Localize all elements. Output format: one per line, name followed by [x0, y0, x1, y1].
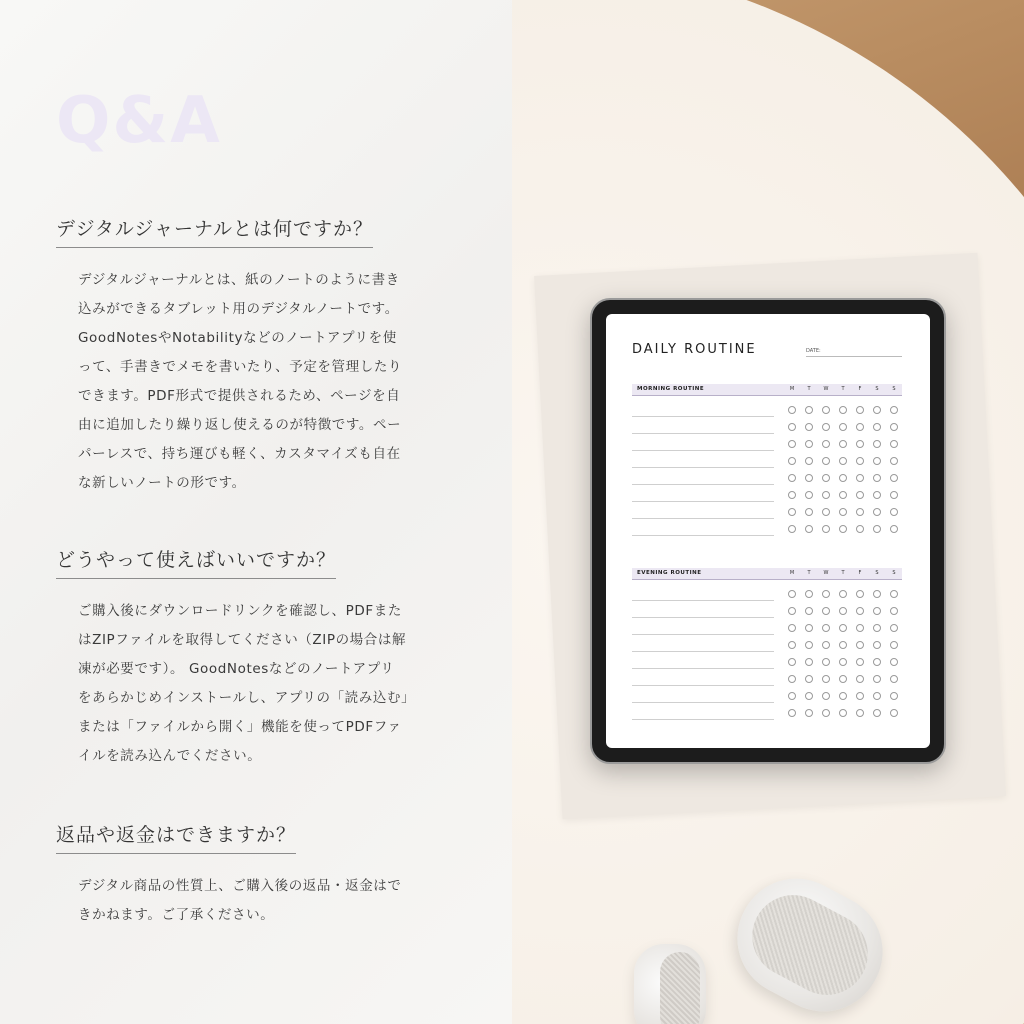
day-label: M — [789, 386, 795, 392]
habit-check-circle[interactable] — [873, 457, 881, 465]
habit-check-circle[interactable] — [788, 491, 796, 499]
routine-row-line[interactable] — [632, 634, 774, 635]
habit-check-circle[interactable] — [873, 590, 881, 598]
habit-check-circle[interactable] — [822, 658, 830, 666]
habit-check-circle[interactable] — [805, 457, 813, 465]
day-label: S — [875, 386, 879, 392]
answer-3-line: きかねます。ご了承ください。 — [78, 907, 275, 923]
day-label: W — [823, 570, 829, 576]
routine-row-line[interactable] — [632, 484, 774, 485]
habit-check-circle[interactable] — [788, 474, 796, 482]
habit-check-circle[interactable] — [788, 641, 796, 649]
habit-check-circle[interactable] — [822, 607, 830, 615]
habit-check-circle[interactable] — [822, 474, 830, 482]
habit-check-circle[interactable] — [788, 624, 796, 632]
habit-check-circle[interactable] — [822, 709, 830, 717]
answer-1-line: できます。PDF形式で提供されるため、ページを自 — [78, 388, 401, 404]
answer-2 — [78, 597, 458, 771]
habit-check-circle[interactable] — [890, 457, 898, 465]
habit-check-circle[interactable] — [873, 658, 881, 666]
product-photo — [512, 0, 1024, 1024]
habit-check-circle[interactable] — [856, 491, 864, 499]
habit-check-circle[interactable] — [856, 624, 864, 632]
day-label: F — [858, 570, 862, 576]
answer-1-line: パーレスで、持ち運びも軽く、カスタマイズも自在 — [78, 446, 401, 462]
habit-check-circle[interactable] — [873, 607, 881, 615]
habit-check-circle[interactable] — [805, 658, 813, 666]
habit-check-circle[interactable] — [890, 525, 898, 533]
answer-2-line: はZIPファイルを取得してください（ZIPの場合は解 — [78, 632, 407, 648]
habit-check-circle[interactable] — [839, 491, 847, 499]
habit-check-circle[interactable] — [856, 658, 864, 666]
habit-check-circle[interactable] — [873, 709, 881, 717]
habit-check-circle[interactable] — [822, 491, 830, 499]
habit-check-circle[interactable] — [856, 692, 864, 700]
routine-row-line[interactable] — [632, 501, 774, 502]
habit-check-circle[interactable] — [890, 491, 898, 499]
routine-row-line[interactable] — [632, 433, 774, 434]
habit-check-circle[interactable] — [822, 423, 830, 431]
habit-check-circle[interactable] — [805, 641, 813, 649]
routine-row-line[interactable] — [632, 702, 774, 703]
habit-check-circle[interactable] — [856, 474, 864, 482]
habit-check-circle[interactable] — [822, 590, 830, 598]
day-label: W — [823, 386, 829, 392]
day-label: M — [789, 570, 795, 576]
habit-check-circle[interactable] — [839, 692, 847, 700]
habit-check-circle[interactable] — [839, 525, 847, 533]
habit-check-circle[interactable] — [856, 508, 864, 516]
habit-check-circle[interactable] — [805, 525, 813, 533]
habit-check-circle[interactable] — [788, 658, 796, 666]
answer-1-line: デジタルジャーナルとは、紙のノートのように書き — [78, 272, 400, 288]
habit-check-circle[interactable] — [839, 440, 847, 448]
habit-check-circle[interactable] — [890, 709, 898, 717]
habit-check-circle[interactable] — [805, 624, 813, 632]
habit-check-circle[interactable] — [856, 641, 864, 649]
routine-row-line[interactable] — [632, 617, 774, 618]
habit-check-circle[interactable] — [788, 440, 796, 448]
habit-check-circle[interactable] — [822, 406, 830, 414]
habit-check-circle[interactable] — [839, 607, 847, 615]
answer-3-line: デジタル商品の性質上、ご購入後の返品・返金はで — [78, 878, 402, 894]
habit-check-circle[interactable] — [788, 607, 796, 615]
day-label: S — [892, 386, 896, 392]
habit-check-circle[interactable] — [873, 624, 881, 632]
day-label: T — [841, 570, 845, 576]
routine-row-line[interactable] — [632, 450, 774, 451]
habit-check-circle[interactable] — [839, 709, 847, 717]
habit-check-circle[interactable] — [839, 675, 847, 683]
habit-check-circle[interactable] — [839, 423, 847, 431]
planner-date-field: DATE: — [806, 348, 902, 357]
tablet — [590, 298, 946, 764]
habit-check-circle[interactable] — [822, 641, 830, 649]
habit-check-circle[interactable] — [856, 675, 864, 683]
habit-check-circle[interactable] — [873, 474, 881, 482]
habit-check-circle[interactable] — [822, 457, 830, 465]
habit-check-circle[interactable] — [788, 406, 796, 414]
habit-check-circle[interactable] — [788, 590, 796, 598]
answer-2-line: 凍が必要です）。 GoodNotesなどのノートアプリ — [78, 661, 395, 677]
habit-check-circle[interactable] — [873, 440, 881, 448]
routine-row-line[interactable] — [632, 416, 774, 417]
habit-check-circle[interactable] — [873, 675, 881, 683]
habit-check-circle[interactable] — [788, 508, 796, 516]
habit-check-circle[interactable] — [839, 457, 847, 465]
answer-1-line: 込みができるタブレット用のデジタルノートです。 — [78, 301, 399, 317]
habit-check-circle[interactable] — [856, 709, 864, 717]
question-3: 返品や返金はできますか？ — [56, 820, 296, 854]
answer-1-line: な新しいノートの形です。 — [78, 475, 246, 491]
answer-2-line: ご購入後にダウンロードリンクを確認し、PDFまた — [78, 603, 402, 619]
habit-check-circle[interactable] — [788, 709, 796, 717]
morning-routine-header — [632, 384, 902, 396]
habit-check-circle[interactable] — [856, 590, 864, 598]
habit-check-circle[interactable] — [890, 658, 898, 666]
day-label: T — [807, 386, 811, 392]
routine-row-line[interactable] — [632, 719, 774, 720]
day-label: T — [807, 570, 811, 576]
habit-check-circle[interactable] — [805, 692, 813, 700]
habit-check-circle[interactable] — [890, 474, 898, 482]
routine-row-line[interactable] — [632, 668, 774, 669]
question-2: どうやって使えばいいですか？ — [56, 545, 336, 579]
habit-check-circle[interactable] — [822, 624, 830, 632]
answer-1 — [78, 266, 458, 498]
routine-row-line[interactable] — [632, 467, 774, 468]
habit-check-circle[interactable] — [839, 474, 847, 482]
day-label: F — [858, 386, 862, 392]
habit-check-circle[interactable] — [788, 692, 796, 700]
habit-check-circle[interactable] — [822, 525, 830, 533]
habit-check-circle[interactable] — [822, 508, 830, 516]
habit-check-circle[interactable] — [788, 457, 796, 465]
habit-check-circle[interactable] — [805, 440, 813, 448]
habit-check-circle[interactable] — [873, 692, 881, 700]
habit-check-circle[interactable] — [890, 440, 898, 448]
planner-title: DAILY ROUTINE — [632, 342, 757, 357]
answer-2-line: イルを読み込んでください。 — [78, 748, 262, 764]
habit-check-circle[interactable] — [788, 525, 796, 533]
habit-check-circle[interactable] — [856, 440, 864, 448]
habit-check-circle[interactable] — [890, 423, 898, 431]
day-label: T — [841, 386, 845, 392]
habit-check-circle[interactable] — [890, 607, 898, 615]
habit-check-circle[interactable] — [805, 508, 813, 516]
habit-check-circle[interactable] — [873, 406, 881, 414]
habit-check-circle[interactable] — [890, 406, 898, 414]
habit-check-circle[interactable] — [788, 675, 796, 683]
habit-check-circle[interactable] — [890, 692, 898, 700]
answer-2-line: をあらかじめインストールし、アプリの「読み込む」 — [78, 690, 416, 706]
habit-check-circle[interactable] — [890, 590, 898, 598]
section-label: EVENING ROUTINE — [637, 570, 702, 576]
day-label: S — [875, 570, 879, 576]
habit-check-circle[interactable] — [890, 624, 898, 632]
habit-check-circle[interactable] — [873, 641, 881, 649]
habit-check-circle[interactable] — [822, 675, 830, 683]
habit-check-circle[interactable] — [805, 607, 813, 615]
habit-check-circle[interactable] — [788, 423, 796, 431]
question-1: デジタルジャーナルとは何ですか？ — [56, 214, 373, 248]
planner-screen — [606, 314, 930, 748]
habit-check-circle[interactable] — [890, 508, 898, 516]
answer-1-line: GoodNotesやNotabilityなどのノートアプリを使 — [78, 330, 397, 346]
section-label: MORNING ROUTINE — [637, 386, 705, 392]
habit-check-circle[interactable] — [822, 692, 830, 700]
habit-check-circle[interactable] — [839, 508, 847, 516]
routine-row-line[interactable] — [632, 600, 774, 601]
routine-row-line[interactable] — [632, 535, 774, 536]
habit-check-circle[interactable] — [805, 709, 813, 717]
habit-check-circle[interactable] — [805, 474, 813, 482]
habit-check-circle[interactable] — [839, 406, 847, 414]
answer-3 — [78, 872, 458, 930]
evening-routine-header — [632, 568, 902, 580]
answer-2-line: または「ファイルから開く」機能を使ってPDFファ — [78, 719, 402, 735]
habit-check-circle[interactable] — [822, 440, 830, 448]
day-label: S — [892, 570, 896, 576]
habit-check-circle[interactable] — [856, 423, 864, 431]
habit-check-circle[interactable] — [890, 641, 898, 649]
habit-check-circle[interactable] — [805, 491, 813, 499]
habit-check-circle[interactable] — [805, 423, 813, 431]
answer-1-line: 由に追加したり繰り返し使えるのが特徴です。ペー — [78, 417, 402, 433]
habit-check-circle[interactable] — [873, 508, 881, 516]
habit-check-circle[interactable] — [856, 607, 864, 615]
camera-icon — [742, 304, 794, 308]
habit-check-circle[interactable] — [805, 406, 813, 414]
routine-row-line[interactable] — [632, 518, 774, 519]
habit-check-circle[interactable] — [805, 675, 813, 683]
answer-1-line: って、手書きでメモを書いたり、予定を管理したり — [78, 359, 403, 375]
habit-check-circle[interactable] — [856, 525, 864, 533]
habit-check-circle[interactable] — [873, 423, 881, 431]
habit-check-circle[interactable] — [805, 590, 813, 598]
qa-title: Q&A — [56, 84, 222, 158]
habit-check-circle[interactable] — [839, 624, 847, 632]
habit-check-circle[interactable] — [890, 675, 898, 683]
habit-check-circle[interactable] — [839, 641, 847, 649]
routine-row-line[interactable] — [632, 685, 774, 686]
habit-check-circle[interactable] — [856, 457, 864, 465]
habit-check-circle[interactable] — [856, 406, 864, 414]
headphone-earcup-left — [634, 944, 706, 1024]
habit-check-circle[interactable] — [839, 658, 847, 666]
habit-check-circle[interactable] — [873, 491, 881, 499]
routine-row-line[interactable] — [632, 651, 774, 652]
habit-check-circle[interactable] — [839, 590, 847, 598]
habit-check-circle[interactable] — [873, 525, 881, 533]
